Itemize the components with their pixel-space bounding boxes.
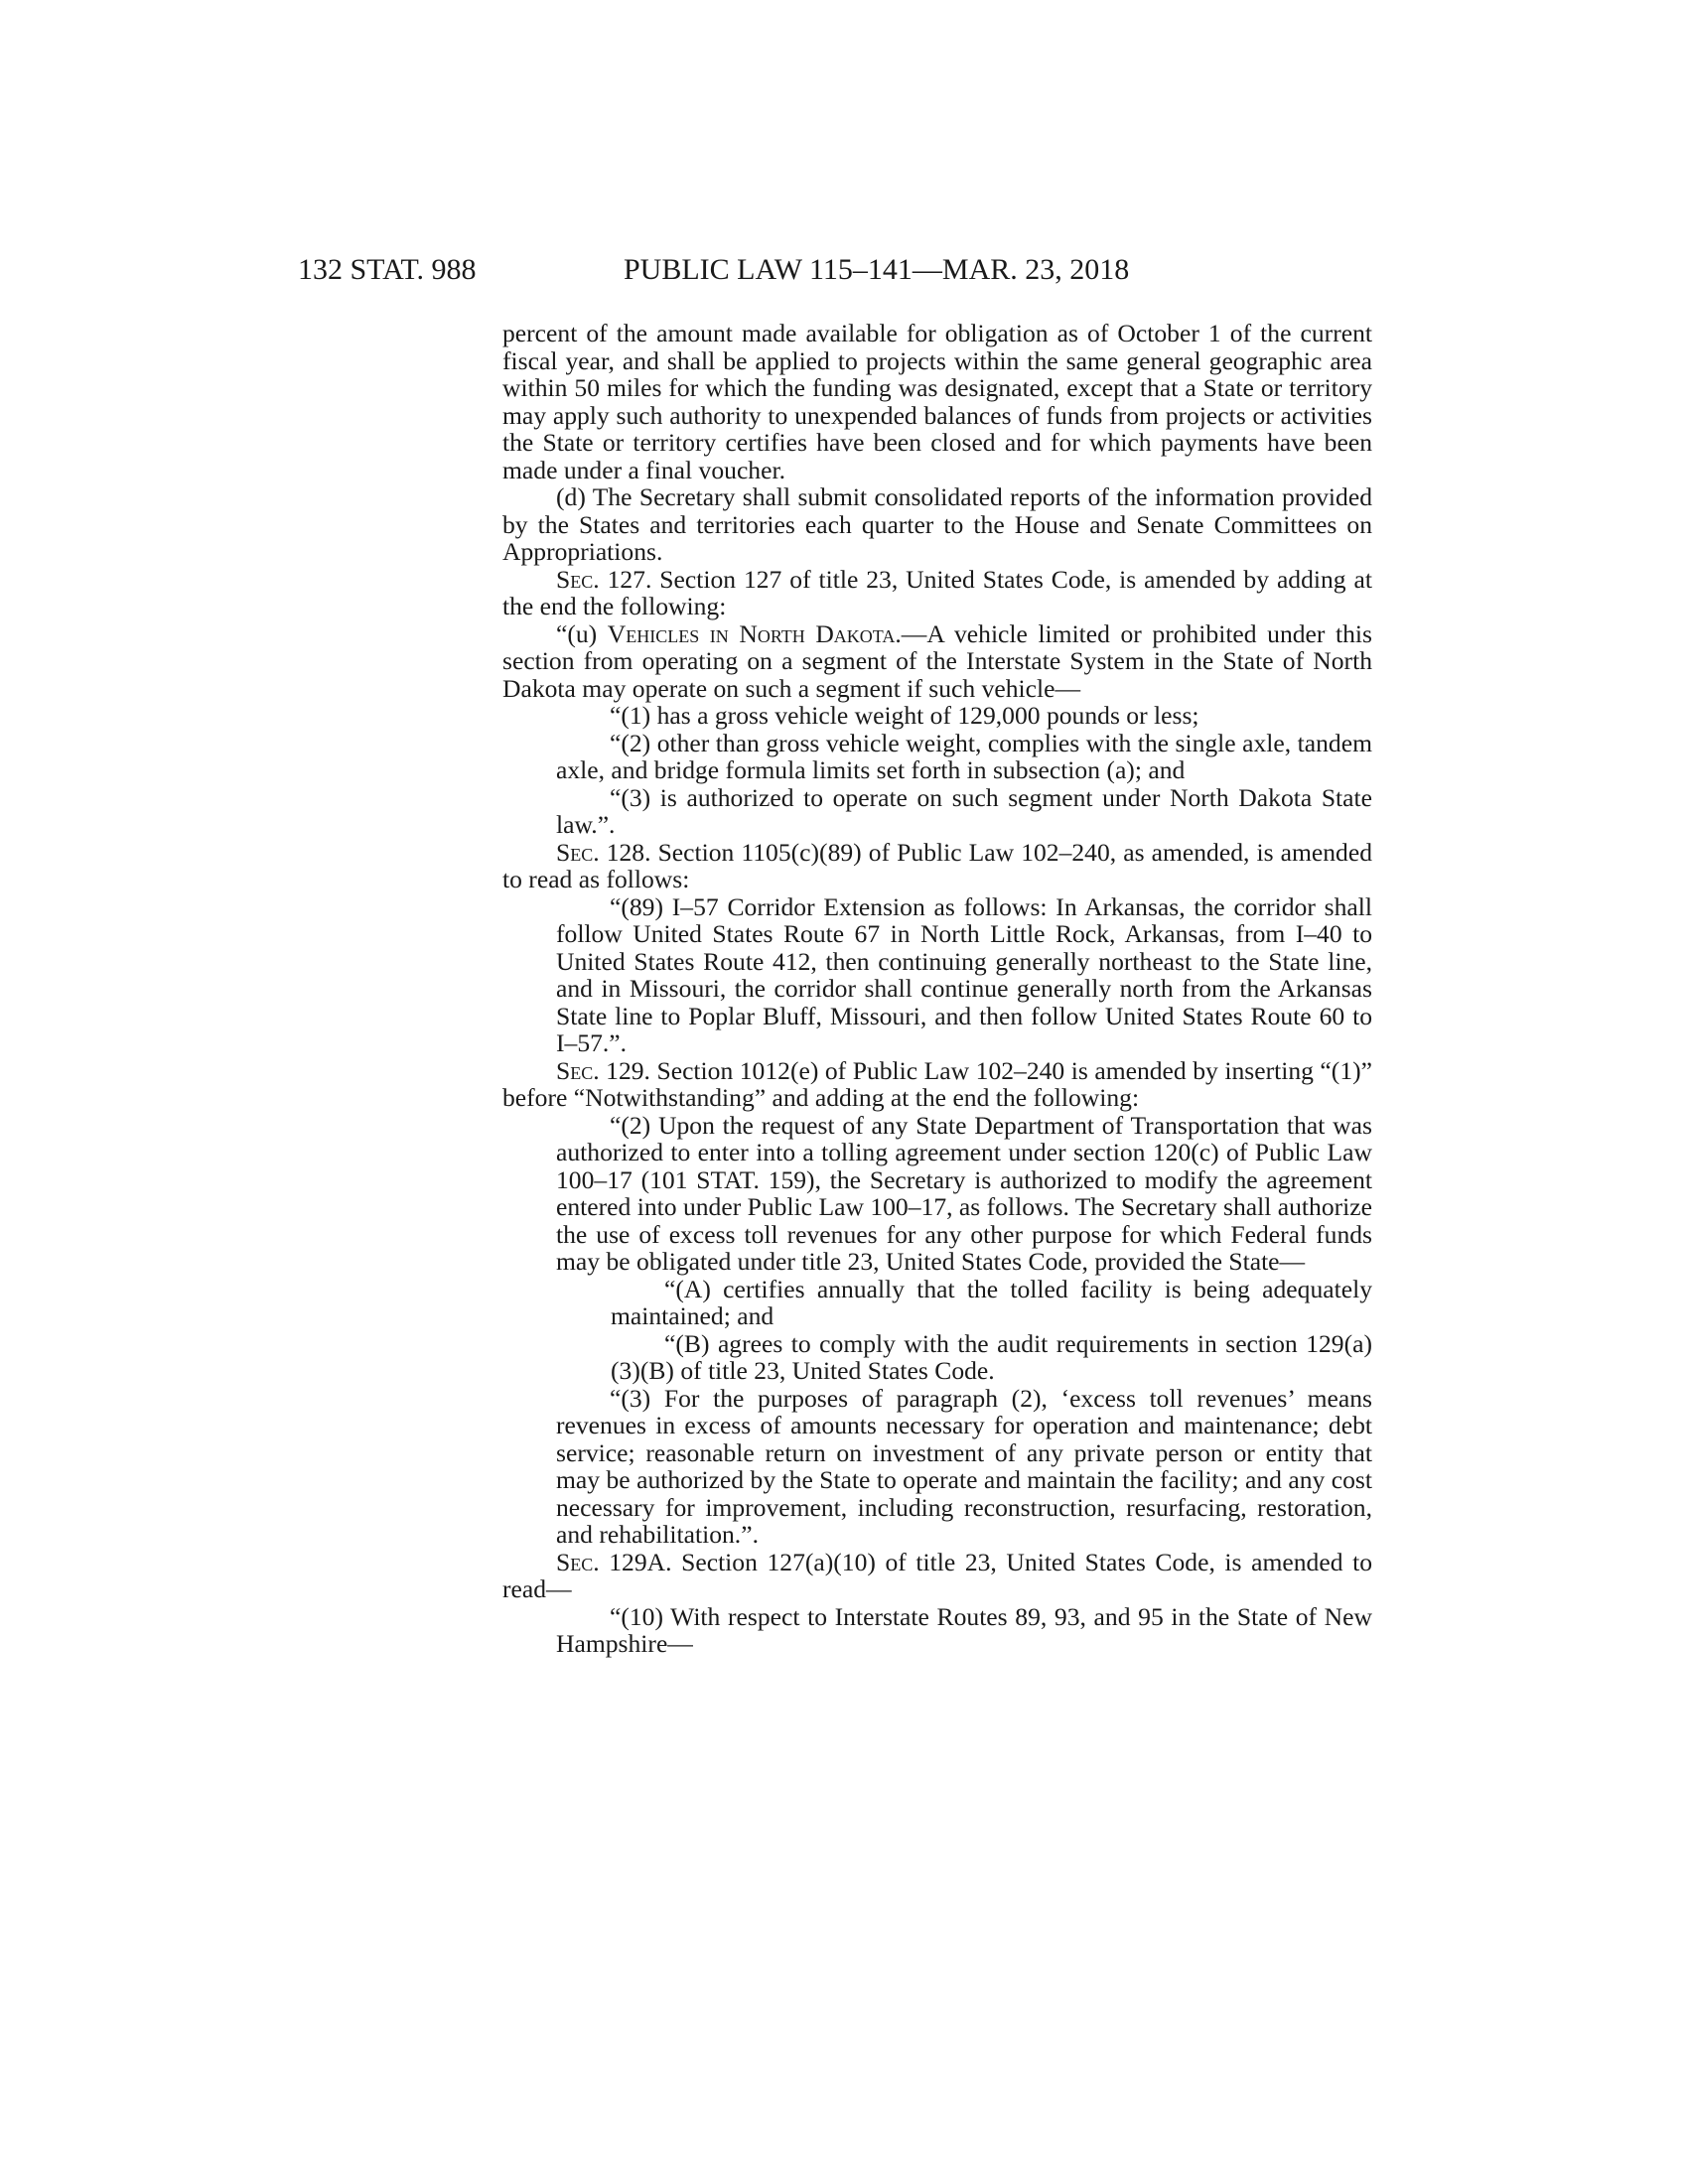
paragraph-89: “(89) I–57 Corridor Extension as follows: In Arkansas, the corridor shall follow United States Route 67 in North Little Rock, Arkansas, from I–40 to United States Route 412, then continuing generally northeast to the State line, and in Missouri, the corridor shall continue generally north from the Arkansas State line to Poplar Bluff, Missouri, and then follow United States Route 60 to I–57.”. bbox=[556, 891, 1372, 1057]
section-label: Sec. bbox=[556, 837, 600, 867]
section-text: 128. Section 1105(c)(89) of Public Law 102–240, as amended, is amended to read as follows: bbox=[502, 837, 1372, 893]
subparagraph-a: “(A) certifies annually that the tolled facility is being adequately maintained; and bbox=[611, 1274, 1372, 1330]
paragraph-1: “(1) has a gross vehicle weight of 129,000 pounds or less; bbox=[610, 701, 1199, 730]
page-header bbox=[298, 250, 1372, 290]
section-label: Sec. bbox=[556, 1055, 600, 1085]
law-title-date: PUBLIC LAW 115–141—MAR. 23, 2018 bbox=[624, 253, 1130, 286]
section-text: 127. Section 127 of title 23, United States Code, is amended by adding at the end the following: bbox=[502, 564, 1372, 620]
paragraph-2-tolling: “(2) Upon the request of any State Department of Transportation that was authorized to enter into a tolling agreement under section 120(c) of Public Law 100–17 (101 STAT. 159), the Secretary is authorized to modify the agreement entered into under Public Law 100–17, as follows. The Secretary shall authorize the use of excess toll revenues for any other purpose for which Federal funds may be obligated under title 23, United States Code, provided the State— bbox=[556, 1110, 1372, 1276]
paragraph-subsection-d: (d) The Secretary shall submit consolidated reports of the information provided by the States and territories each quarter to the House and Senate Committees on Appropriations. bbox=[502, 482, 1372, 566]
section-label: Sec. bbox=[556, 564, 600, 594]
law-body bbox=[502, 320, 1372, 1658]
section-127 bbox=[502, 566, 1372, 620]
section-text: 129. Section 1012(e) of Public Law 102–240 is amended by inserting “(1)” before “Notwithstanding” and adding at the end the following: bbox=[502, 1055, 1372, 1112]
subsection-caption: Vehicles in North Dakota bbox=[607, 618, 896, 648]
paragraph-2: “(2) other than gross vehicle weight, complies with the single axle, tandem axle, and bridge formula limits set forth in subsection (a); and bbox=[556, 728, 1372, 784]
statute-page-number: 132 STAT. 988 bbox=[298, 253, 477, 286]
paragraph-10: “(10) With respect to Interstate Routes 89, 93, and 95 in the State of New Hampshire— bbox=[556, 1601, 1372, 1658]
subparagraph-b: “(B) agrees to comply with the audit requirements in section 129(a)(3)(B) of title 23, United States Code. bbox=[611, 1328, 1372, 1385]
section-text: 129A. Section 127(a)(10) of title 23, United States Code, is amended to read— bbox=[502, 1547, 1372, 1603]
section-129 bbox=[502, 1057, 1372, 1112]
subsection-u: “(u) Vehicles in North Dakota.—A vehicle limited or prohibited under this section from operating on a segment of the Interstate System in the State of North Dakota may operate on such a segment if such vehicle— bbox=[502, 618, 1372, 703]
section-128 bbox=[502, 839, 1372, 893]
paragraph-3: “(3) is authorized to operate on such segment under North Dakota State law.”. bbox=[556, 782, 1372, 839]
section-129a bbox=[502, 1549, 1372, 1603]
paragraph-continuation: percent of the amount made available for obligation as of October 1 of the current fiscal year, and shall be applied to projects within the same general geographic area within 50 miles for which the funding was designated, except that a State or territory may apply such authority to unexpended balances of funds from projects or activities the State or territory certifies have been closed and for which payments have been made under a final voucher. bbox=[502, 319, 1372, 484]
section-label: Sec. bbox=[556, 1547, 600, 1576]
paragraph-3-excess-toll: “(3) For the purposes of paragraph (2), ‘excess toll revenues’ means revenues in excess of amounts necessary for operation and maintenance; debt service; reasonable return on investment of any private person or entity that may be authorized by the State to operate and maintain the facility; and any cost necessary for improvement, including reconstruction, resurfacing, restoration, and rehabilitation.”. bbox=[556, 1383, 1372, 1549]
